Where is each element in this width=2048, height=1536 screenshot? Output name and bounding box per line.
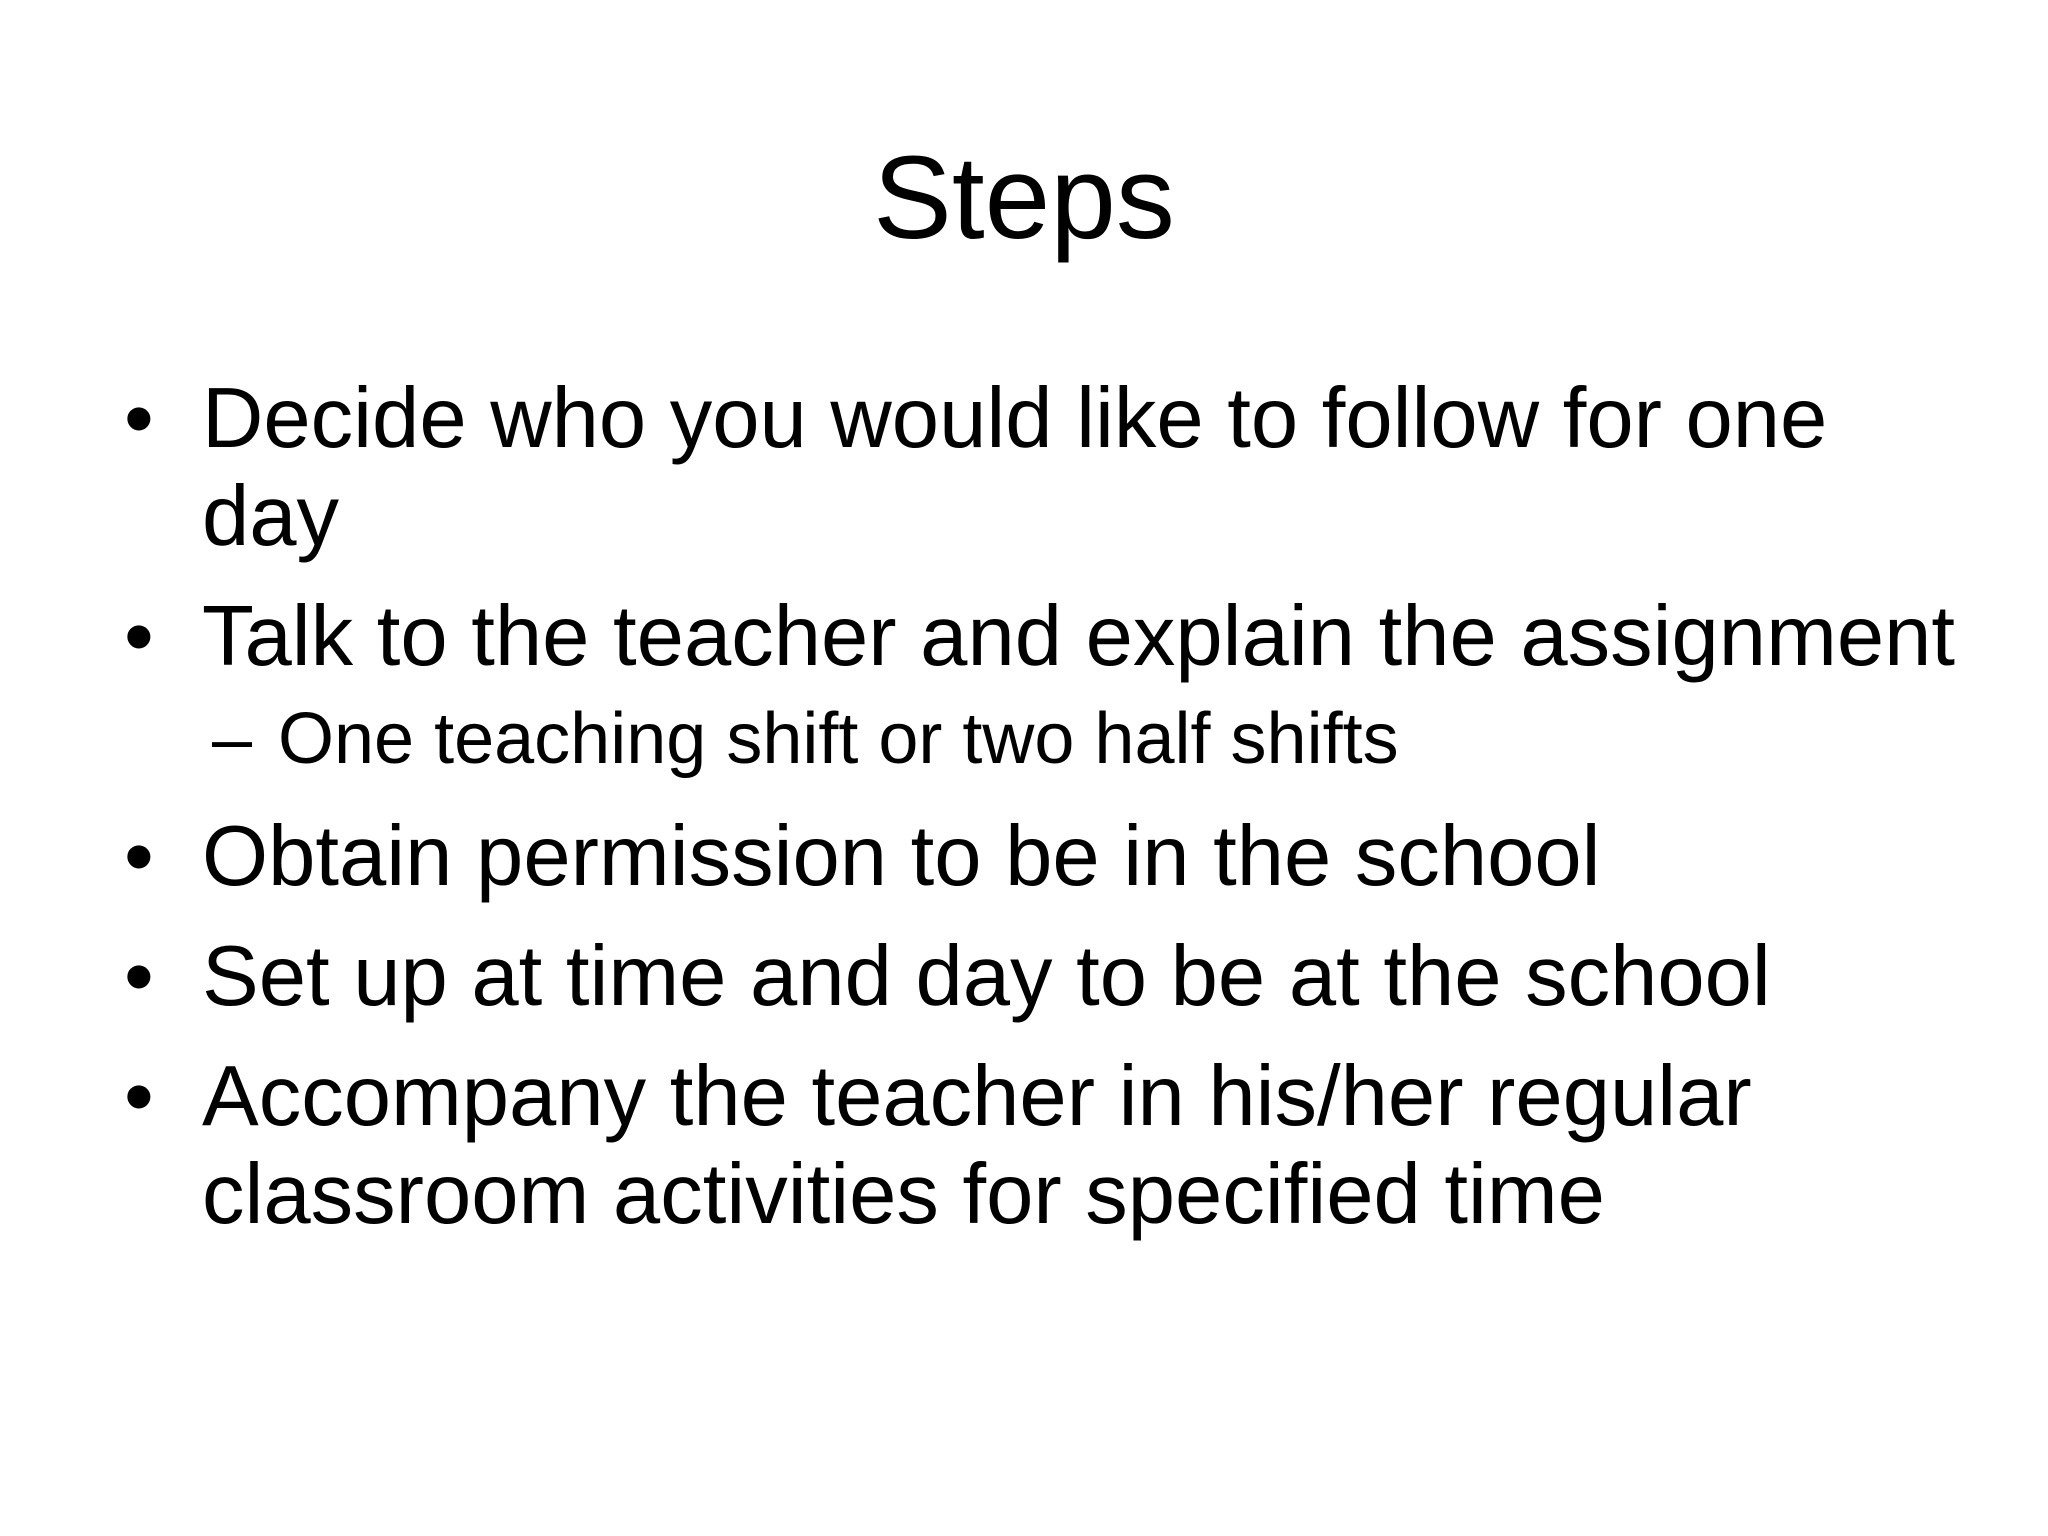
bullet-icon: • [124,1049,154,1144]
bullet-item [120,370,1980,566]
bullet-item [120,588,1980,782]
bullet-text: Obtain permission to be in the school [202,809,1601,904]
bullet-icon: • [124,809,154,904]
bullet-icon: • [124,371,154,466]
sub-bullet-text: One teaching shift or two half shifts [278,699,1399,779]
bullet-text: Decide who you would like to follow for one day [202,371,1828,564]
bullet-text: Set up at time and day to be at the school [202,929,1771,1024]
dash-icon: – [212,699,253,779]
bullet-icon: • [124,589,154,684]
slide-title: Steps [873,132,1175,264]
bullet-text: Talk to the teacher and explain the assignment [202,589,1956,684]
bullet-item [120,928,1980,1026]
bullet-item [120,808,1980,906]
bullet-icon: • [124,929,154,1024]
bullet-list [120,370,1980,1266]
sub-bullet-list [202,696,1980,782]
bullet-text: Accompany the teacher in his/her regular classroom activities for specified time [202,1049,1752,1242]
bullet-item [120,1048,1980,1244]
sub-bullet-item [212,696,1980,782]
